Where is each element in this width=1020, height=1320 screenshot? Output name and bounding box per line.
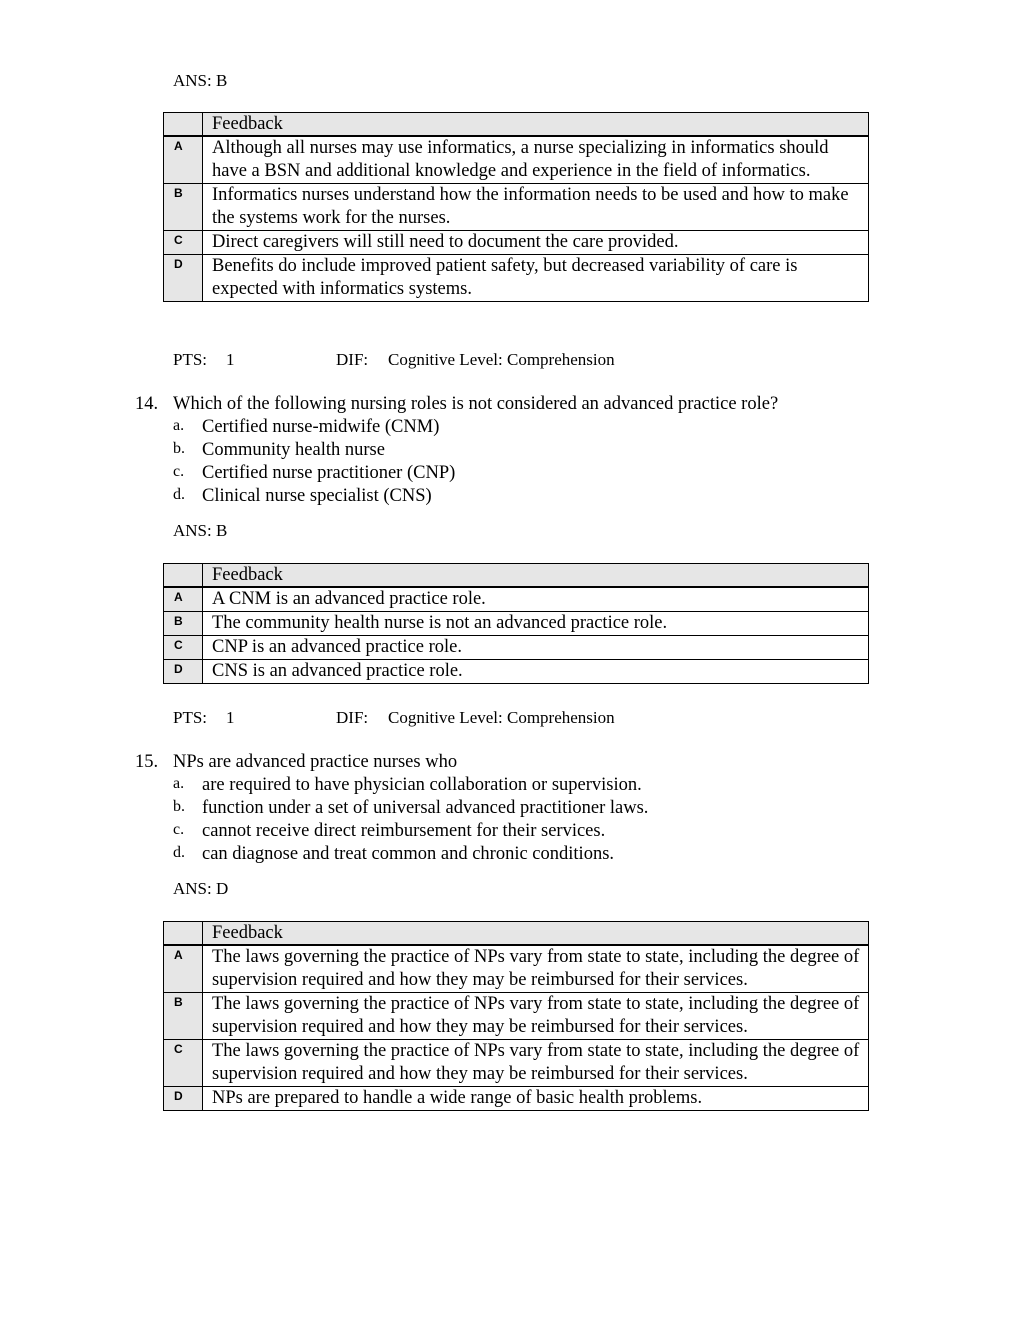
feedback-row (164, 1040, 869, 1087)
feedback-letter: D (164, 1087, 203, 1111)
feedback-text: The laws governing the practice of NPs vary from state to state, including the degree of supervision required and how they may be reimbursed for their services. (203, 993, 869, 1040)
feedback-text: Informatics nurses understand how the information needs to be used and how to make the systems work for the nurses. (203, 184, 869, 231)
question-number: 14. (135, 394, 159, 414)
dif-label: DIF: (336, 708, 369, 727)
feedback-text: CNP is an advanced practice role. (203, 636, 869, 660)
option-letter: d. (173, 486, 185, 503)
feedback-letter: B (164, 184, 203, 231)
feedback-header: Feedback (203, 113, 869, 137)
feedback-text: The laws governing the practice of NPs vary from state to state, including the degree of supervision required and how they may be reimbursed for their services. (203, 1040, 869, 1087)
feedback-letter: D (164, 660, 203, 684)
question-text: Which of the following nursing roles is not considered an advanced practice role? (173, 394, 779, 414)
feedback-header-row (164, 922, 869, 946)
feedback-letter: B (164, 993, 203, 1040)
option-text: can diagnose and treat common and chronic conditions. (202, 844, 615, 864)
feedback-text: The laws governing the practice of NPs vary from state to state, including the degree of supervision required and how they may be reimbursed for their services. (203, 945, 869, 993)
option-letter: b. (173, 440, 185, 457)
feedback-text: NPs are prepared to handle a wide range of basic health problems. (203, 1087, 869, 1111)
dif-value: Cognitive Level: Comprehension (388, 350, 615, 369)
feedback-letter: D (164, 255, 203, 302)
feedback-letter: C (164, 1040, 203, 1087)
dif-label: DIF: (336, 350, 369, 369)
feedback-row (164, 636, 869, 660)
feedback-text: The community health nurse is not an advanced practice role. (203, 612, 869, 636)
feedback-header-row (164, 113, 869, 137)
feedback-letter: A (164, 136, 203, 184)
option-letter: c. (173, 463, 185, 480)
answer-13: ANS: B (173, 71, 228, 90)
feedback-row (164, 612, 869, 636)
feedback-letter: B (164, 612, 203, 636)
option-letter: a. (173, 417, 185, 434)
feedback-text: Benefits do include improved patient safety, but decreased variability of care is expected with informatics systems. (203, 255, 869, 302)
question-number: 15. (135, 752, 159, 772)
feedback-row (164, 184, 869, 231)
dif-value: Cognitive Level: Comprehension (388, 708, 615, 727)
pts-value: 1 (226, 350, 235, 369)
answer-14: ANS: B (173, 521, 228, 540)
option-text: Certified nurse practitioner (CNP) (202, 463, 456, 483)
question-text: NPs are advanced practice nurses who (173, 752, 458, 772)
feedback-text: A CNM is an advanced practice role. (203, 587, 869, 612)
option-letter: c. (173, 821, 185, 838)
option-letter: d. (173, 844, 185, 861)
feedback-row (164, 255, 869, 302)
feedback-header-blank (164, 922, 203, 946)
feedback-letter: A (164, 945, 203, 993)
feedback-table-15 (163, 921, 869, 1111)
feedback-row (164, 993, 869, 1040)
option-text: Community health nurse (202, 440, 385, 460)
feedback-row (164, 231, 869, 255)
feedback-header: Feedback (203, 922, 869, 946)
feedback-header-blank (164, 564, 203, 588)
feedback-header-blank (164, 113, 203, 137)
feedback-row (164, 945, 869, 993)
feedback-letter: C (164, 231, 203, 255)
feedback-text: Direct caregivers will still need to document the care provided. (203, 231, 869, 255)
feedback-table-13 (163, 112, 869, 302)
feedback-letter: C (164, 636, 203, 660)
option-text: cannot receive direct reimbursement for their services. (202, 821, 606, 841)
feedback-row (164, 587, 869, 612)
pts-value: 1 (226, 708, 235, 727)
feedback-row (164, 1087, 869, 1111)
option-text: function under a set of universal advanced practitioner laws. (202, 798, 649, 818)
option-letter: a. (173, 775, 185, 792)
feedback-text: CNS is an advanced practice role. (203, 660, 869, 684)
option-letter: b. (173, 798, 185, 815)
feedback-table-14 (163, 563, 869, 684)
feedback-text: Although all nurses may use informatics, a nurse specializing in informatics should have a BSN and additional knowledge and experience in the field of informatics. (203, 136, 869, 184)
option-text: Clinical nurse specialist (CNS) (202, 486, 432, 506)
feedback-letter: A (164, 587, 203, 612)
option-text: are required to have physician collaboration or supervision. (202, 775, 642, 795)
feedback-header-row (164, 564, 869, 588)
feedback-header: Feedback (203, 564, 869, 588)
answer-15: ANS: D (173, 879, 229, 898)
feedback-row (164, 660, 869, 684)
option-text: Certified nurse-midwife (CNM) (202, 417, 440, 437)
pts-label: PTS: (173, 708, 208, 727)
feedback-row (164, 136, 869, 184)
pts-label: PTS: (173, 350, 208, 369)
